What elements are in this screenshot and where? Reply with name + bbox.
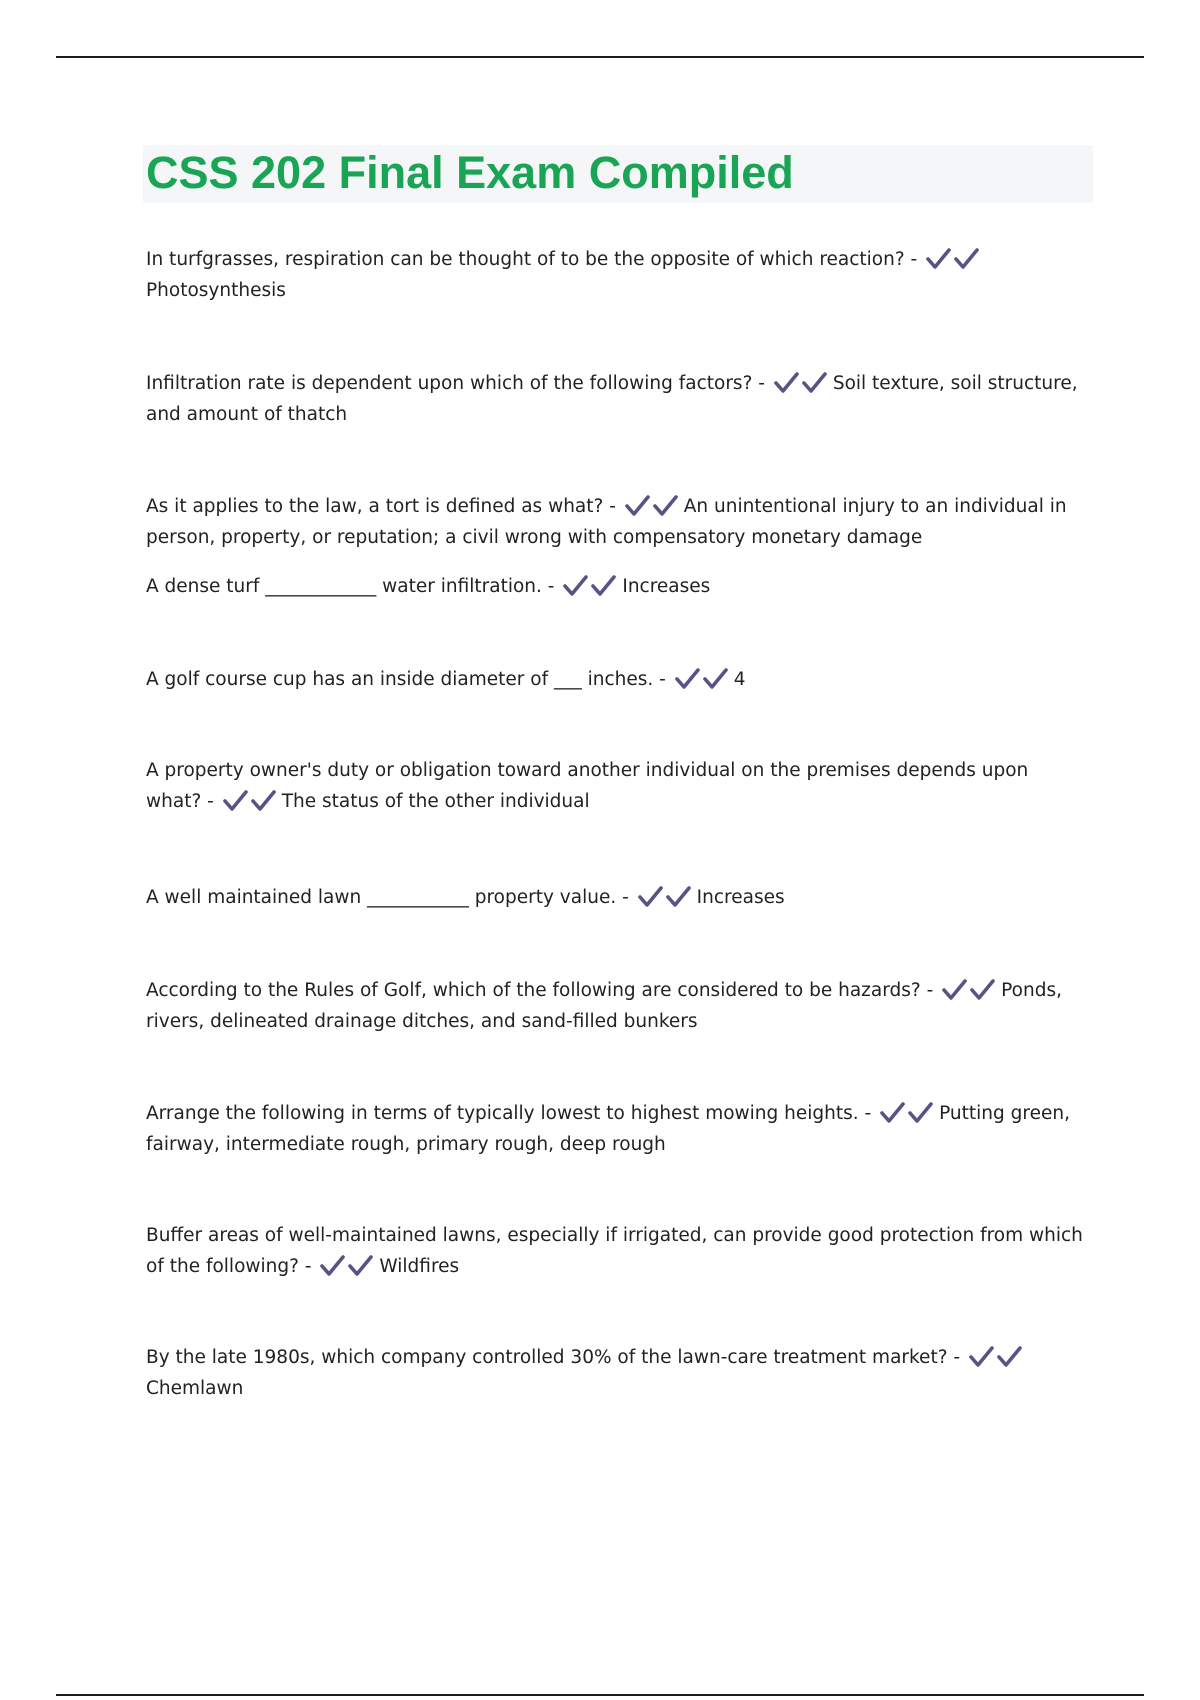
answer-text: Chemlawn [146,1378,244,1399]
answer-text: Soil texture, soil structure, and amount of thatch [146,373,1078,425]
qa-item [146,664,1086,695]
double-check-icon [925,247,981,271]
question-text: Infiltration rate is dependent upon which of the following factors? [146,373,753,394]
answer-text: Wildfires [379,1256,460,1277]
double-check-icon [222,789,278,813]
question-text: A dense turf ____________ water infiltration. [146,576,542,597]
answer-text: Photosynthesis [146,280,286,301]
qa-item [146,975,1086,1037]
qa-item [146,491,1086,553]
separator: - [920,980,940,1001]
qa-item [146,368,1086,430]
answer-text: 4 [733,669,746,690]
qa-item [146,1098,1086,1160]
answer-text: Ponds, rivers, delineated drainage ditches, and sand-filled bunkers [146,980,1062,1032]
top-rule [56,56,1144,58]
question-text: As it applies to the law, a tort is defined as what? [146,496,604,517]
question-text: By the late 1980s, which company controlled 30% of the lawn-care treatment market? [146,1347,948,1368]
question-text: In turfgrasses, respiration can be thought of to be the opposite of which reaction? [146,249,905,270]
answer-text: Putting green, fairway, intermediate rough, primary rough, deep rough [146,1103,1070,1155]
qa-item [146,1220,1086,1282]
question-text: Arrange the following in terms of typically lowest to highest mowing heights. [146,1103,859,1124]
qa-item [146,571,1086,602]
bottom-rule [56,1694,1144,1696]
double-check-icon [319,1254,375,1278]
qa-item [146,1342,1086,1404]
qa-item [146,882,1086,913]
double-check-icon [941,978,997,1002]
qa-item [146,244,1086,306]
double-check-icon [562,574,618,598]
answer-text: Increases [622,576,711,597]
separator: - [904,249,924,270]
separator: - [603,496,622,517]
question-text: A property owner's duty or obligation toward another individual on the premises depends upon what? [146,760,1029,812]
separator: - [616,887,635,908]
separator: - [752,373,771,394]
question-text: A golf course cup has an inside diameter of ___ inches. [146,669,654,690]
question-text: Buffer areas of well-maintained lawns, especially if irrigated, can provide good protection from which of the following? [146,1225,1083,1277]
double-check-icon [674,667,730,691]
double-check-icon [879,1101,935,1125]
document-title: CSS 202 Final Exam Compiled [146,147,794,198]
qa-item [146,755,1086,817]
double-check-icon [773,371,829,395]
question-text: According to the Rules of Golf, which of the following are considered to be hazards? [146,980,921,1001]
double-check-icon [637,885,693,909]
double-check-icon [968,1345,1024,1369]
separator: - [653,669,672,690]
answer-text: The status of the other individual [281,791,590,812]
question-text: A well maintained lawn ___________ property value. [146,887,617,908]
separator: - [298,1256,318,1277]
answer-text: An unintentional injury to an individual in person, property, or reputation; a civil wrong with compensatory monetary damage [146,496,1067,548]
separator: - [858,1103,878,1124]
separator: - [541,576,561,597]
double-check-icon [624,494,680,518]
separator: - [201,791,220,812]
answer-text: Increases [696,887,785,908]
separator: - [947,1347,966,1368]
